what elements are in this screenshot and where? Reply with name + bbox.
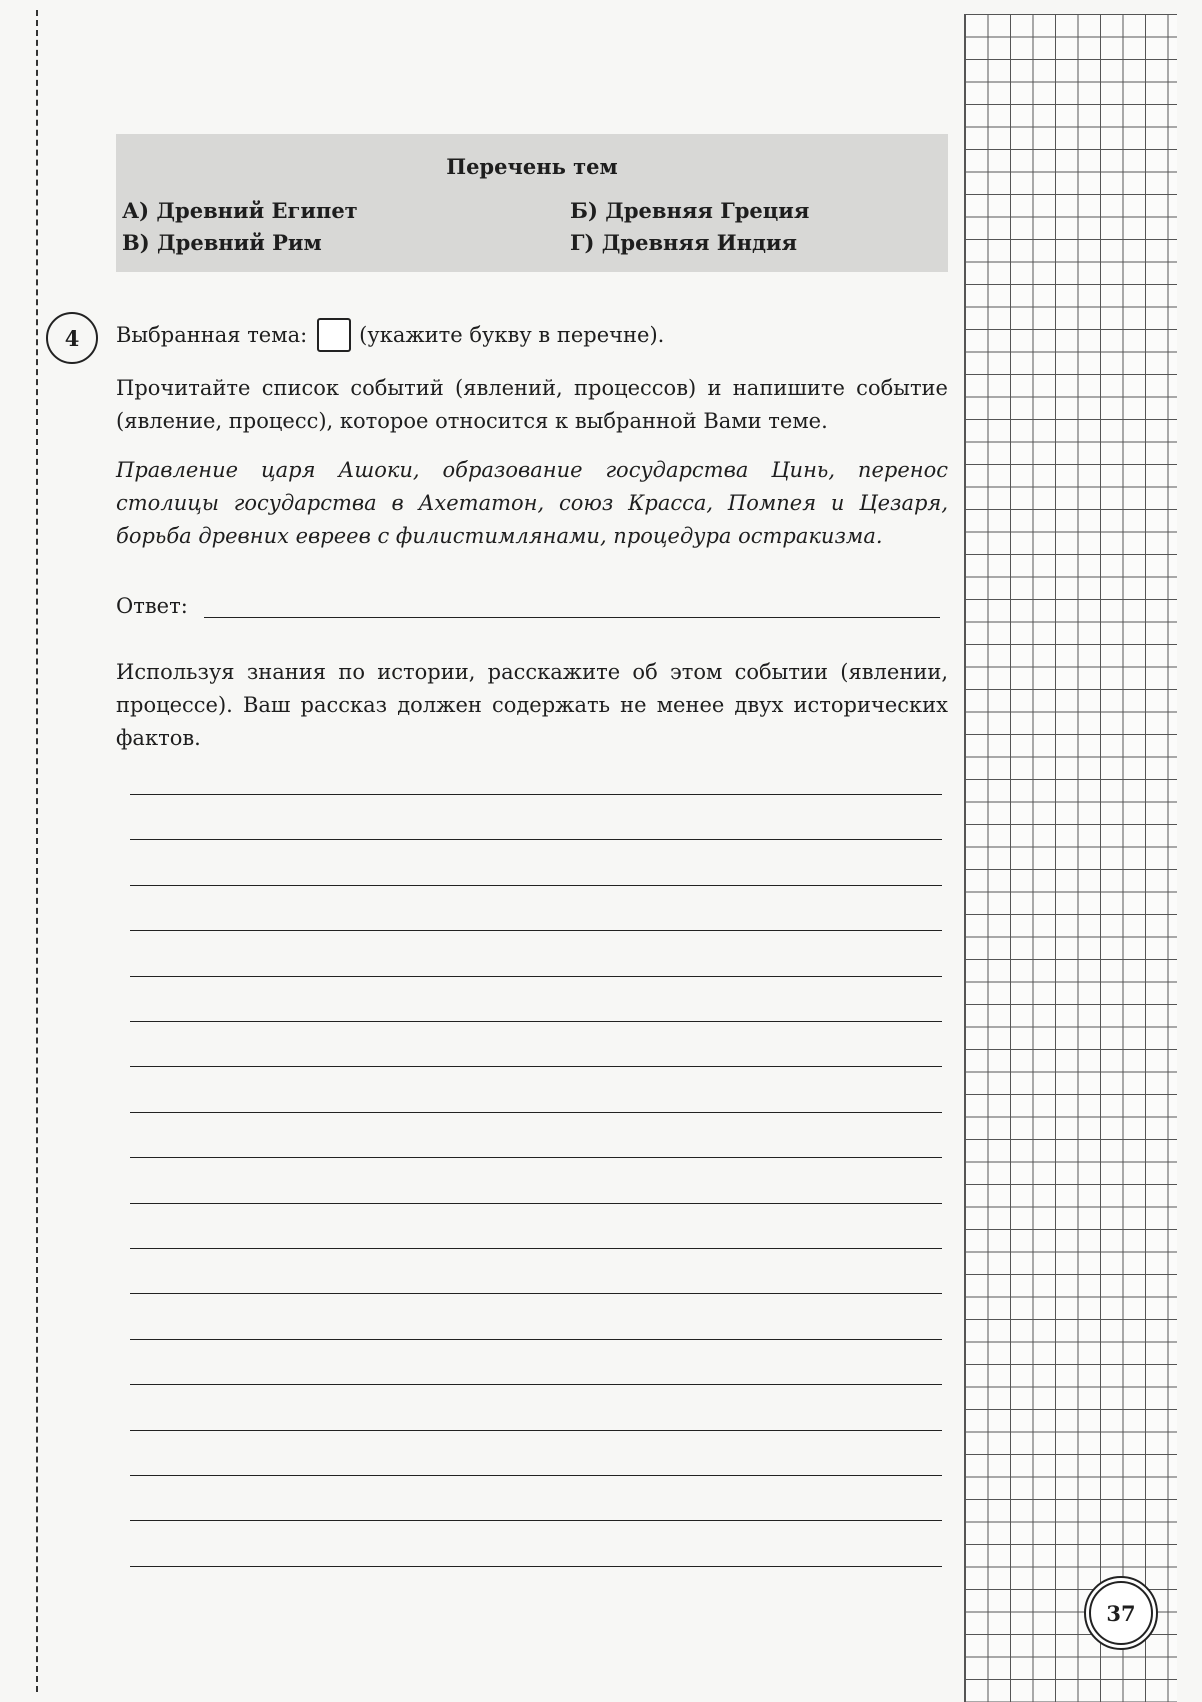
writing-line[interactable] <box>130 1293 942 1294</box>
writing-line[interactable] <box>130 1566 942 1567</box>
chosen-topic-label: Выбранная тема: <box>116 323 308 347</box>
chosen-topic-row <box>116 318 664 352</box>
cut-line <box>36 10 38 1692</box>
page-number-badge <box>1084 1576 1158 1650</box>
topic-b: Б) Древняя Греция <box>570 198 810 223</box>
writing-line[interactable] <box>130 930 942 931</box>
writing-line[interactable] <box>130 794 942 795</box>
topics-title: Перечень тем <box>446 154 618 179</box>
writing-line[interactable] <box>130 976 942 977</box>
writing-line[interactable] <box>130 1112 942 1113</box>
task-number: 4 <box>46 312 98 364</box>
events-list: Правление царя Ашоки, образование государства Цинь, перенос столицы государства в Ахетатон, союз Красса, Помпея и Цезаря, борьба древних евреев с филистимлянами, процедура остракизма. <box>116 458 948 548</box>
writing-line[interactable] <box>130 1203 942 1204</box>
topic-a: А) Древний Египет <box>122 198 358 223</box>
chosen-topic-hint: (укажите букву в перечне). <box>359 323 665 347</box>
writing-line[interactable] <box>130 1475 942 1476</box>
topic-g: Г) Древняя Индия <box>570 230 798 255</box>
answer-label: Ответ: <box>116 594 188 618</box>
writing-line[interactable] <box>130 839 942 840</box>
writing-line[interactable] <box>130 1066 942 1067</box>
topic-letter-box[interactable] <box>317 318 351 352</box>
answer-line[interactable] <box>204 617 940 618</box>
page-number: 37 <box>1089 1581 1153 1645</box>
writing-line[interactable] <box>130 1520 942 1521</box>
writing-line[interactable] <box>130 1157 942 1158</box>
writing-line[interactable] <box>130 1430 942 1431</box>
writing-line[interactable] <box>130 1384 942 1385</box>
draft-grid <box>964 14 1177 1702</box>
writing-line[interactable] <box>130 885 942 886</box>
task-instruction: Прочитайте список событий (явлений, процессов) и напишите событие (явление, процесс), которое относится к выбранной Вами теме. <box>116 376 948 433</box>
writing-line[interactable] <box>130 1339 942 1340</box>
story-instruction: Используя знания по истории, расскажите об этом событии (явлении, процессе). Ваш рассказ должен содержать не менее двух исторических фактов. <box>116 660 948 750</box>
writing-line[interactable] <box>130 1248 942 1249</box>
topics-panel <box>116 134 948 272</box>
topic-v: В) Древний Рим <box>122 230 322 255</box>
writing-line[interactable] <box>130 1021 942 1022</box>
